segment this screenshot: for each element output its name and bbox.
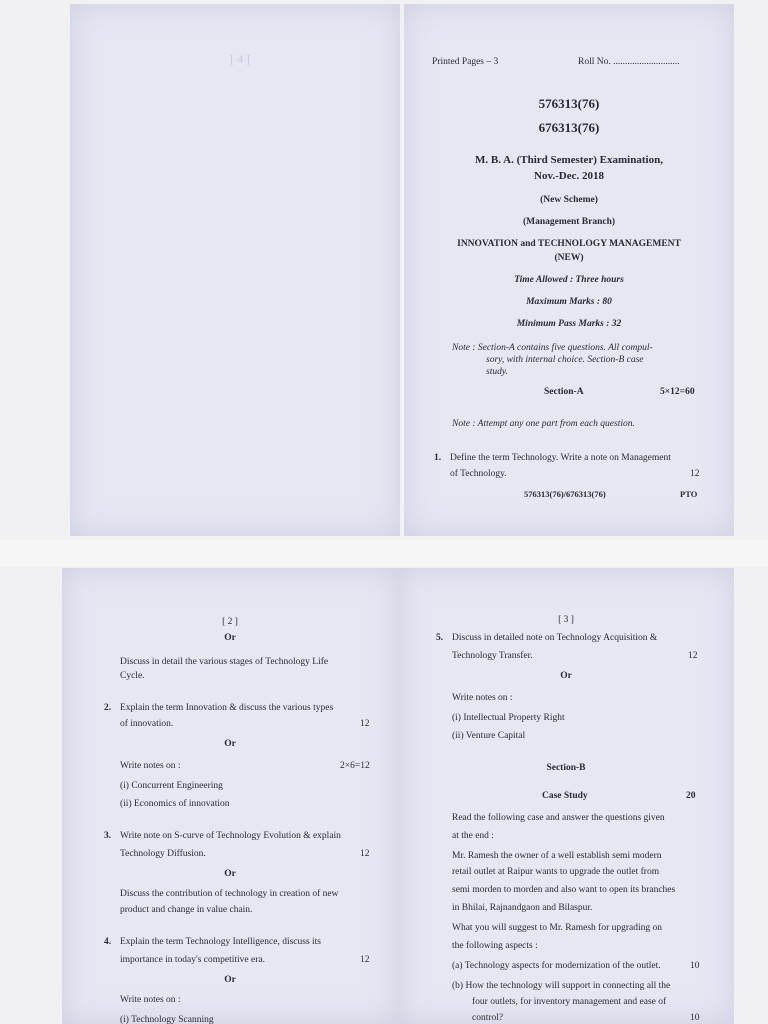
or-label: Or	[224, 633, 236, 643]
case-question-line: What you will suggest to Mr. Ramesh for upgrading on	[452, 923, 663, 933]
note-attempt: Note : Attempt any one part from each question.	[452, 419, 635, 429]
note-line: study.	[486, 367, 508, 377]
q3-line: Technology Diffusion.	[120, 849, 206, 859]
or-label: Or	[224, 869, 236, 879]
case-q-b-marks: 10	[690, 1013, 700, 1023]
exam-title: M. B. A. (Third Semester) Examination,	[475, 154, 663, 166]
note-item: (i) Concurrent Engineering	[120, 781, 223, 791]
case-q-b-line: (b) How the technology will support in connecting all the	[452, 981, 671, 991]
scan-gap	[0, 540, 768, 566]
q4-line: Explain the term Technology Intelligence, discuss its	[120, 937, 321, 947]
q1-line: Define the term Technology. Write a note on Management	[450, 453, 671, 463]
write-notes-label: Write notes on :	[120, 761, 181, 771]
footer-code: 576313(76)/676313(76)	[524, 489, 606, 499]
q5-marks: 12	[688, 651, 698, 661]
or-label: Or	[224, 975, 236, 985]
subject-tag: (NEW)	[554, 253, 584, 263]
note-item: (ii) Venture Capital	[452, 731, 526, 741]
note-item: (i) Technology Scanning	[120, 1015, 214, 1024]
paper-code-1: 576313(76)	[538, 96, 600, 111]
scheme: (New Scheme)	[540, 195, 598, 205]
page-header: [ 3 ]	[558, 615, 574, 625]
write-notes-marks: 2×6=12	[340, 761, 370, 771]
subject: INNOVATION and TECHNOLOGY MANAGEMENT	[457, 239, 681, 249]
q1-alt-line: Cycle.	[120, 671, 145, 681]
note-line: Note : Section-A contains five questions. All compul-	[452, 343, 653, 353]
q1-marks: 12	[690, 469, 700, 479]
max-marks: Maximum Marks : 80	[526, 297, 612, 307]
case-q-a: (a) Technology aspects for modernization of the outlet.	[452, 961, 661, 971]
case-intro-line: Read the following case and answer the questions given	[452, 813, 665, 823]
ghost-text: [ 4 ]	[230, 52, 250, 66]
section-a-heading: Section-A	[544, 387, 584, 397]
case-text-line: Mr. Ramesh the owner of a well establish semi modern	[452, 851, 662, 861]
page-3	[398, 568, 734, 1024]
case-text-line: retail outlet at Raipur wants to upgrade the outlet from	[452, 867, 660, 877]
q4-line: importance in today's competitive era.	[120, 955, 265, 965]
q4-marks: 12	[360, 955, 370, 965]
q3-line: Write note on S-curve of Technology Evolution & explain	[120, 831, 341, 841]
case-question-line: the following aspects :	[452, 941, 538, 951]
roll-no: Roll No. ............................	[578, 57, 680, 67]
q3-alt-line: Discuss the contribution of technology in creation of new	[120, 889, 339, 899]
case-q-b-line: control?	[472, 1013, 504, 1023]
or-label: Or	[560, 671, 572, 681]
q3-alt-line: product and change in value chain.	[120, 905, 253, 915]
or-label: Or	[224, 739, 236, 749]
note-line: sory, with internal choice. Section-B case	[486, 355, 644, 365]
exam-session: Nov.-Dec. 2018	[534, 170, 604, 182]
q2-line: Explain the term Innovation & discuss the various types	[120, 703, 334, 713]
page-cover	[404, 4, 734, 536]
q5-number: 5.	[436, 633, 444, 643]
q5-line: Discuss in detailed note on Technology Acquisition &	[452, 633, 658, 643]
case-study-heading: Case Study	[542, 791, 588, 801]
case-intro-line: at the end :	[452, 831, 494, 841]
case-q-a-marks: 10	[690, 961, 700, 971]
min-marks: Minimum Pass Marks : 32	[516, 319, 622, 329]
section-a-marks: 5×12=60	[660, 387, 695, 397]
page-header: [ 2 ]	[222, 617, 238, 627]
pto: PTO	[680, 489, 698, 499]
q3-number: 3.	[104, 831, 112, 841]
paper-code-2: 676313(76)	[538, 120, 600, 135]
branch: (Management Branch)	[522, 217, 616, 227]
q1-line: of Technology.	[450, 469, 507, 479]
q4-number: 4.	[104, 937, 112, 947]
q2-line: of innovation.	[120, 719, 174, 729]
page-2	[62, 568, 398, 1024]
q5-line: Technology Transfer.	[452, 651, 533, 661]
page-back-left	[70, 4, 400, 536]
case-study-marks: 20	[686, 791, 696, 801]
q1-alt-line: Discuss in detail the various stages of Technology Life	[120, 657, 329, 667]
q3-marks: 12	[360, 849, 370, 859]
q2-number: 2.	[104, 703, 112, 713]
case-text-line: semi morden to morden and also want to open its branches	[452, 885, 676, 895]
write-notes-label: Write notes on :	[452, 693, 513, 703]
q2-marks: 12	[360, 719, 370, 729]
note-item: (ii) Economics of innovation	[120, 799, 230, 809]
case-text-line: in Bhilai, Rajnandgaon and Bilaspur.	[452, 903, 593, 913]
case-q-b-line: four outlets, for inventory management and ease of	[472, 997, 667, 1007]
time-allowed: Time Allowed : Three hours	[514, 275, 624, 285]
q1-number: 1.	[434, 453, 442, 463]
section-b-heading: Section-B	[546, 763, 586, 773]
printed-pages: Printed Pages – 3	[432, 57, 499, 67]
write-notes-label: Write notes on :	[120, 995, 181, 1005]
note-item: (i) Intellectual Property Right	[452, 713, 565, 723]
